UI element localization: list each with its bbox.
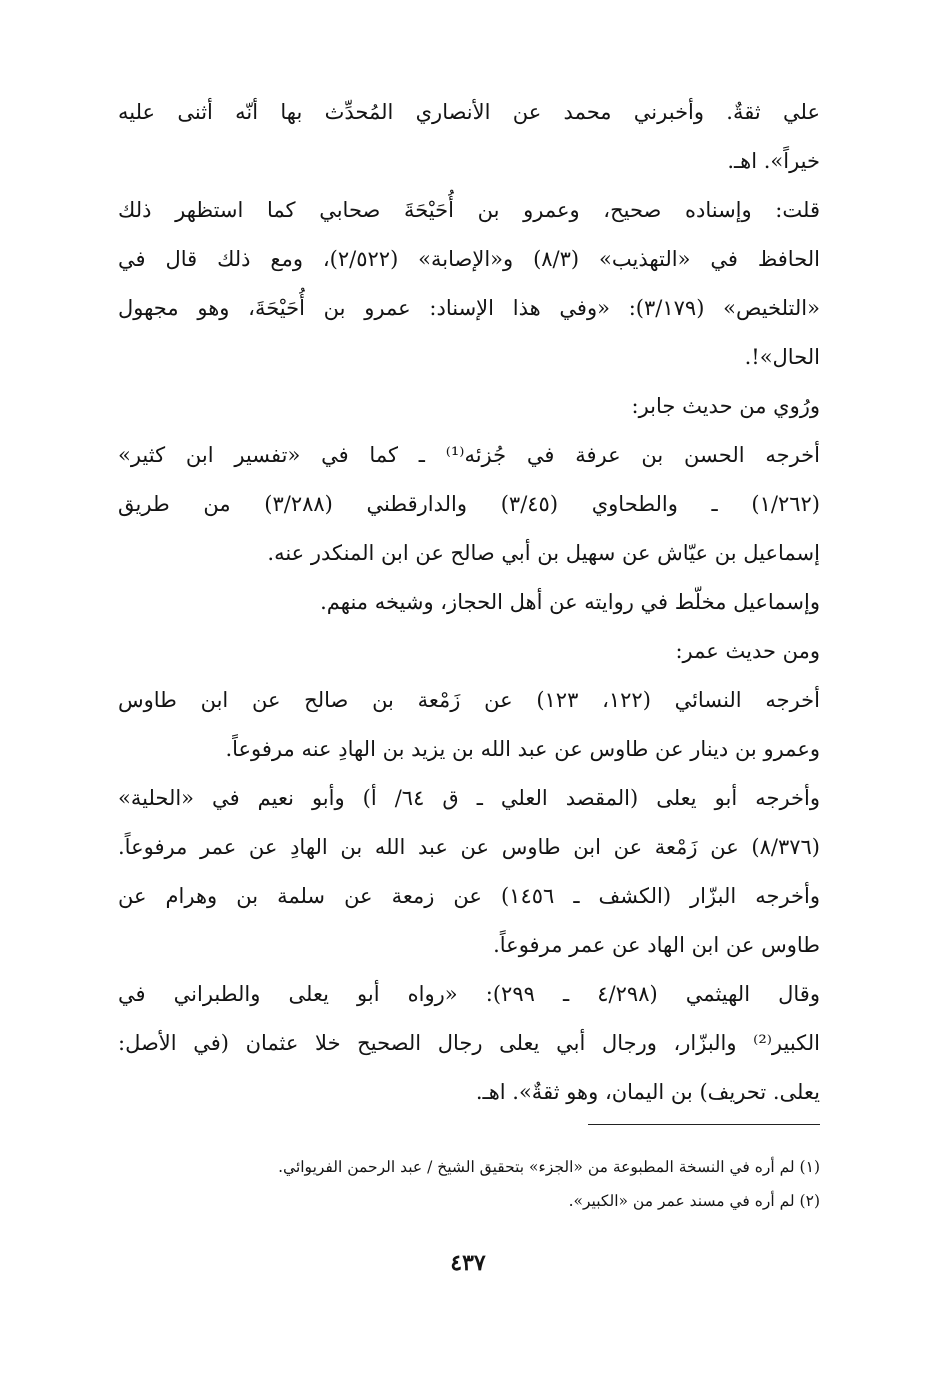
text-line: (١/٢٦٢) ـ والطحاوي (٣/٤٥) والدارقطني (٣/٢٨٨) من طريق — [118, 492, 820, 516]
text-line: «التلخيص» (٣/١٧٩): «وفي هذا الإسناد: عمرو بن أُحَيْحَةَ، وهو مجهول — [118, 296, 820, 320]
footnote-2: (٢) لم أره في مسند عمر من «الكبير». — [568, 1192, 820, 1210]
footnote-1: (١) لم أره في النسخة المطبوعة من «الجزء» بتحقيق الشيخ / عبد الرحمن الفريوائي. — [278, 1158, 820, 1176]
text-line: ورُوي من حديث جابر: — [631, 394, 820, 418]
text-line: الكبير⁽²⁾ والبزّار، ورجال أبي يعلى رجال الصحيح خلا عثمان (في الأصل: — [118, 1031, 820, 1055]
text-line: طاوس عن ابن الهاد عن عمر مرفوعاً. — [493, 933, 820, 957]
page-number: ٤٣٧ — [450, 1250, 486, 1276]
text-line: الحال»!. — [744, 345, 820, 369]
footnote-divider — [588, 1124, 820, 1125]
text-line: وأخرجه أبو يعلى (المقصد العلي ـ ق ٦٤/ أ) وأبو نعيم في «الحلية» — [118, 786, 820, 810]
main-text — [118, 88, 820, 1117]
text-line: يعلى. تحريف) بن اليمان، وهو ثقةٌ». اهـ. — [475, 1080, 820, 1104]
text-line: وعمرو بن دينار عن طاوس عن عبد الله بن يزيد بن الهادِ عنه مرفوعاً. — [225, 737, 820, 761]
text-line: قلت: وإسناده صحيح، وعمرو بن أُحَيْحَةَ صحابي كما استظهر ذلك — [118, 198, 820, 222]
text-line: وإسماعيل مخلّط في روايته عن أهل الحجاز، وشيخه منهم. — [320, 590, 820, 614]
text-line: إسماعيل بن عيّاش عن سهيل بن أبي صالح عن ابن المنكدر عنه. — [267, 541, 820, 565]
text-line: (٨/٣٧٦) عن زَمْعة عن ابن طاوس عن عبد الله بن الهادِ عن عمر مرفوعاً. — [118, 835, 820, 859]
text-line: أخرجه الحسن بن عرفة في جُزئه⁽¹⁾ ـ كما في «تفسير ابن كثير» — [118, 443, 820, 467]
text-line: أخرجه النسائي (١٢٢، ١٢٣) عن زَمْعة بن صالح عن ابن طاوس — [118, 688, 820, 712]
text-line: خيراً». اهـ. — [727, 149, 820, 173]
text-line: ومن حديث عمر: — [675, 639, 820, 663]
text-line: وأخرجه البزّار (الكشف ـ ١٤٥٦) عن زمعة عن سلمة بن وهرام عن — [118, 884, 820, 908]
text-line: وقال الهيثمي (٤/٢٩٨ ـ ٢٩٩): «رواه أبو يعلى والطبراني في — [118, 982, 820, 1006]
text-line: علي ثقةٌ. وأخبرني محمد عن الأنصاري المُحدِّث بها أنّه أثنى عليه — [118, 100, 820, 124]
text-line: الحافظ في «التهذيب» (٨/٣) و«الإصابة» (٢/٥٢٢)، ومع ذلك قال في — [118, 247, 820, 271]
footnotes — [118, 1150, 820, 1218]
